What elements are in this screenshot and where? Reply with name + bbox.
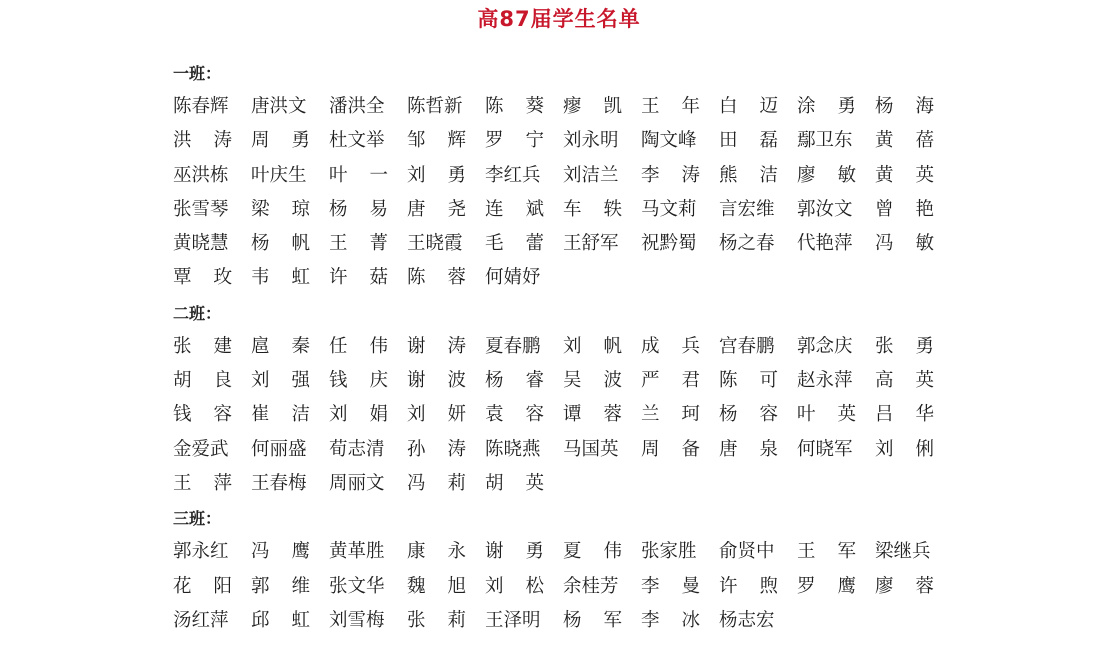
student-name: 罗宁 [485,130,544,152]
student-name: 冯敏 [875,233,934,255]
student-name: 郭汝文 [797,198,853,220]
student-name: 郭念庆 [797,335,853,357]
student-name: 李冰 [641,609,700,631]
student-name: 刘强 [251,370,310,392]
student-name: 许煦 [719,575,778,597]
student-name: 陈可 [719,370,778,392]
student-name-list [173,90,953,296]
student-name: 张莉 [407,609,466,631]
student-name: 杜文举 [329,130,385,152]
student-name: 唐尧 [407,198,466,220]
student-name: 马国英 [563,438,619,460]
student-name: 何丽盛 [251,438,307,460]
student-name: 刘妍 [407,404,466,426]
student-name: 杨军 [563,609,622,631]
student-name: 刘勇 [407,164,466,186]
student-name: 连斌 [485,198,544,220]
student-name: 胡良 [173,370,232,392]
student-name: 黄蓓 [875,130,934,152]
student-name: 黄英 [875,164,934,186]
class-section [173,56,953,296]
student-name: 王军 [797,541,856,563]
student-name: 谭蓉 [563,404,622,426]
student-name: 花阳 [173,575,232,597]
student-name: 唐泉 [719,438,778,460]
student-name: 何晓军 [797,438,853,460]
student-name: 车轶 [563,198,622,220]
student-name: 刘松 [485,575,544,597]
student-name: 李涛 [641,164,700,186]
class-heading: 三班： [173,509,222,529]
student-name-list [173,535,953,638]
student-name: 王萍 [173,472,232,494]
student-name: 汤红萍 [173,609,229,631]
student-name: 魏旭 [407,575,466,597]
student-name: 钱庆 [329,370,388,392]
student-name: 叶一 [329,164,388,186]
student-name: 袁容 [485,404,544,426]
student-name: 谢勇 [485,541,544,563]
student-name: 刘帆 [563,335,622,357]
student-name: 张勇 [875,335,934,357]
student-name: 何婧妤 [485,267,541,289]
student-name: 张雪琴 [173,198,229,220]
student-name: 韦虹 [251,267,310,289]
student-name: 祝黔蜀 [641,233,697,255]
student-name: 洪涛 [173,130,232,152]
student-name: 涂勇 [797,96,856,117]
student-name: 李曼 [641,575,700,597]
student-name: 廖敏 [797,164,856,186]
student-name: 邹辉 [407,130,466,152]
page-title: 高87届学生名单 [477,7,641,31]
student-name: 兰珂 [641,404,700,426]
student-name: 廖蓉 [875,575,934,597]
student-name: 杨睿 [485,370,544,392]
student-name: 叶庆生 [251,164,307,186]
student-name: 俞贤中 [719,541,775,563]
student-name: 王晓霞 [407,233,463,255]
student-name: 康永 [407,541,466,563]
student-name: 吴波 [563,370,622,392]
student-name: 郭维 [251,575,310,597]
student-name: 曾艳 [875,198,934,220]
student-name: 谢波 [407,370,466,392]
student-name: 宫春鹏 [719,335,775,357]
student-name: 王菁 [329,233,388,255]
student-name: 梁继兵 [875,541,931,563]
student-name: 谢涛 [407,335,466,357]
student-name: 罗鹰 [797,575,856,597]
student-name: 王泽明 [485,609,541,631]
student-name: 杨帆 [251,233,310,255]
student-name: 鄢卫东 [797,130,853,152]
student-name: 王舒军 [563,233,619,255]
student-name: 杨易 [329,198,388,220]
student-name: 梁琼 [251,198,310,220]
class-heading: 二班： [173,303,222,323]
student-name: 张文华 [329,575,385,597]
student-name: 杨志宏 [719,609,775,631]
student-name: 杨容 [719,404,778,426]
student-name: 唐洪文 [251,96,307,117]
student-name: 孙涛 [407,438,466,460]
student-name: 刘娟 [329,404,388,426]
student-name: 瘳凯 [563,96,622,117]
student-name: 刘永明 [563,130,619,152]
student-name: 叶英 [797,404,856,426]
student-name: 陈晓燕 [485,438,541,460]
class-section [173,501,953,638]
student-name: 刘雪梅 [329,609,385,631]
student-name: 陶文峰 [641,130,697,152]
student-name: 任伟 [329,335,388,357]
student-name: 钱容 [173,404,232,426]
student-name: 黄革胜 [329,541,385,563]
student-name: 周备 [641,438,700,460]
student-name: 赵永萍 [797,370,853,392]
student-name: 夏春鹏 [485,335,541,357]
student-name: 王春梅 [251,472,307,494]
student-name: 郭永红 [173,541,229,563]
student-name: 代艳萍 [797,233,853,255]
class-lists [173,56,953,638]
student-name: 巫洪栋 [173,164,229,186]
student-name: 胡英 [485,472,544,494]
student-name: 冯莉 [407,472,466,494]
student-name: 杨海 [875,96,934,117]
student-name: 周丽文 [329,472,385,494]
student-name: 王年 [641,96,700,117]
student-name: 覃玫 [173,267,232,289]
student-name: 陈蓉 [407,267,466,289]
student-name: 马文莉 [641,198,697,220]
student-name: 熊洁 [719,164,778,186]
student-name: 吕华 [875,404,934,426]
student-name: 张家胜 [641,541,697,563]
student-name: 刘洁兰 [563,164,619,186]
student-name: 严君 [641,370,700,392]
student-name: 陈葵 [485,96,544,117]
student-name: 陈哲新 [407,96,463,117]
student-name: 许菇 [329,267,388,289]
student-name: 李红兵 [485,164,541,186]
student-name: 毛蕾 [485,233,544,255]
student-name: 言宏维 [719,198,775,220]
student-name: 白迈 [719,96,778,117]
student-name-list [173,330,953,501]
student-name: 邱虹 [251,609,310,631]
student-name: 余桂芳 [563,575,619,597]
student-name: 冯鹰 [251,541,310,563]
student-name: 潘洪全 [329,96,385,117]
student-name: 崔洁 [251,404,310,426]
class-section [173,296,953,501]
student-name: 杨之春 [719,233,775,255]
student-name: 荀志清 [329,438,385,460]
student-name: 刘俐 [875,438,934,460]
student-name: 周勇 [251,130,310,152]
student-name: 高英 [875,370,934,392]
student-name: 扈秦 [251,335,310,357]
student-name: 金爱武 [173,438,229,460]
student-name: 黄晓慧 [173,233,229,255]
class-heading: 一班： [173,64,222,83]
student-name: 成兵 [641,335,700,357]
student-name: 张建 [173,335,232,357]
student-name: 夏伟 [563,541,622,563]
student-name: 陈春辉 [173,96,229,117]
student-name: 田磊 [719,130,778,152]
